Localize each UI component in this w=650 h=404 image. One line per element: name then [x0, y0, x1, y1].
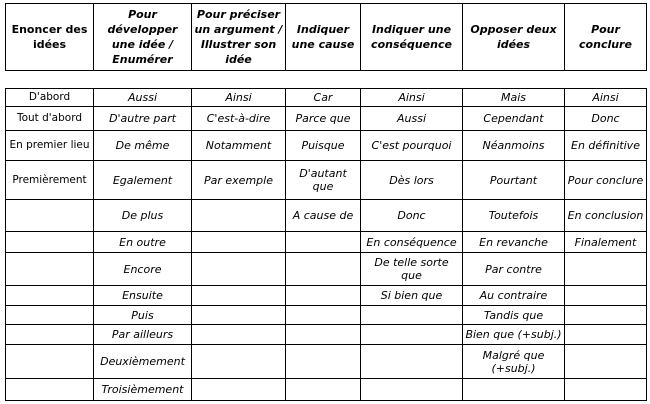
- header-border-bottom: [5, 70, 647, 71]
- cell-preciser: [192, 200, 285, 231]
- cell-opposer: Pourtant: [489, 173, 538, 187]
- cell-enoncer: Premièrement: [12, 173, 87, 186]
- header-conclure: Pour conclure: [579, 23, 632, 51]
- cell-enoncer: [6, 379, 93, 400]
- body-col-line-7: [646, 88, 647, 401]
- cell-enoncer: [6, 306, 93, 324]
- cell-conclure: Donc: [591, 112, 620, 125]
- cell-developper: Ensuite: [122, 289, 163, 302]
- cell-conclure: [565, 286, 646, 305]
- cell-cause: A cause de: [292, 209, 354, 222]
- cell-developper: D'autre part: [109, 112, 176, 125]
- cell-consequence: Ainsi: [398, 91, 425, 104]
- cell-enoncer: [6, 253, 93, 285]
- cell-opposer: Néanmoins: [482, 139, 545, 152]
- cell-consequence: De telle sorte que: [374, 256, 449, 282]
- cell-enoncer: [6, 232, 93, 252]
- cell-preciser: [192, 345, 285, 378]
- cell-opposer: Malgré que (+subj.): [482, 348, 545, 375]
- header-enoncer: Enoncer des idées: [11, 23, 88, 51]
- cell-cause: Puisque: [301, 139, 345, 152]
- cell-consequence: Si bien que: [380, 289, 443, 302]
- cell-preciser: [192, 253, 285, 285]
- cell-preciser: [192, 286, 285, 305]
- cell-cause: D'autant que: [299, 167, 347, 193]
- cell-consequence: Aussi: [396, 112, 426, 125]
- cell-cause: [286, 286, 360, 305]
- cell-opposer: Tandis que: [483, 308, 544, 322]
- cell-opposer: Au contraire: [479, 289, 548, 302]
- cell-conclure: [565, 306, 646, 324]
- cell-consequence: C'est pourquoi: [371, 139, 452, 152]
- cell-conclure: Pour conclure: [567, 173, 644, 187]
- cell-consequence: Dès lors: [389, 173, 434, 187]
- cell-developper: Deuxièmement: [100, 355, 185, 368]
- cell-enoncer: [6, 286, 93, 305]
- row-line-12: [5, 400, 647, 401]
- cell-cause: [286, 232, 360, 252]
- cell-developper: Par ailleurs: [111, 328, 174, 341]
- cell-conclure: Finalement: [574, 235, 637, 249]
- cell-cause: [286, 345, 360, 378]
- cell-developper: En outre: [119, 235, 166, 249]
- cell-conclure: Ainsi: [592, 91, 619, 104]
- header-col-line-7: [646, 3, 647, 71]
- cell-developper: Troisièmement: [101, 383, 184, 396]
- header-developper: Pour développer une idée / Enumérer: [107, 8, 178, 66]
- cell-consequence: [361, 306, 462, 324]
- cell-cause: [286, 379, 360, 400]
- cell-opposer: Cependant: [483, 112, 544, 125]
- cell-consequence: [361, 379, 462, 400]
- cell-consequence: En conséquence: [366, 235, 457, 249]
- cell-preciser: Par exemple: [204, 173, 273, 187]
- cell-opposer: Par contre: [485, 262, 542, 276]
- cell-opposer: [463, 379, 564, 400]
- cell-preciser: [192, 325, 285, 344]
- cell-enoncer: En premier lieu: [9, 139, 90, 151]
- cell-opposer: Mais: [500, 91, 527, 104]
- cell-cause: [286, 306, 360, 324]
- cell-cause: Parce que: [295, 112, 351, 125]
- cell-conclure: [565, 253, 646, 285]
- cell-preciser: Notamment: [205, 139, 272, 152]
- cell-enoncer: [6, 200, 93, 231]
- header-opposer: Opposer deux idées: [470, 23, 557, 51]
- cell-preciser: Ainsi: [225, 91, 252, 104]
- cell-opposer: Toutefois: [488, 209, 539, 222]
- cell-preciser: [192, 379, 285, 400]
- cell-opposer: En revanche: [479, 235, 548, 249]
- cell-preciser: [192, 232, 285, 252]
- cell-conclure: [565, 379, 646, 400]
- cell-developper: Encore: [123, 262, 162, 276]
- cell-consequence: [361, 325, 462, 344]
- header-cause: Indiquer une cause: [291, 23, 355, 51]
- header-consequence: Indiquer une conséquence: [371, 23, 452, 51]
- cell-enoncer: [6, 325, 93, 344]
- cell-developper: Aussi: [127, 91, 157, 104]
- cell-cause: [286, 325, 360, 344]
- cell-enoncer: [6, 345, 93, 378]
- cell-preciser: C'est-à-dire: [206, 112, 271, 125]
- cell-developper: De même: [115, 139, 170, 152]
- cell-conclure: En définitive: [571, 139, 640, 152]
- cell-preciser: [192, 306, 285, 324]
- cell-conclure: En conclusion: [567, 209, 644, 222]
- cell-enoncer: Tout d'abord: [16, 112, 83, 124]
- cell-conclure: [565, 325, 646, 344]
- cell-opposer: Bien que (+subj.): [465, 328, 562, 341]
- cell-cause: Car: [313, 91, 333, 104]
- cell-conclure: [565, 345, 646, 378]
- cell-developper: Puis: [131, 308, 154, 322]
- cell-consequence: Donc: [397, 209, 426, 222]
- header-preciser: Pour préciser un argument / Illustrer son idée: [194, 8, 283, 66]
- cell-consequence: [361, 345, 462, 378]
- cell-developper: De plus: [121, 209, 164, 222]
- cell-enoncer: D'abord: [28, 91, 71, 103]
- cell-cause: [286, 253, 360, 285]
- cell-developper: Egalement: [112, 173, 173, 187]
